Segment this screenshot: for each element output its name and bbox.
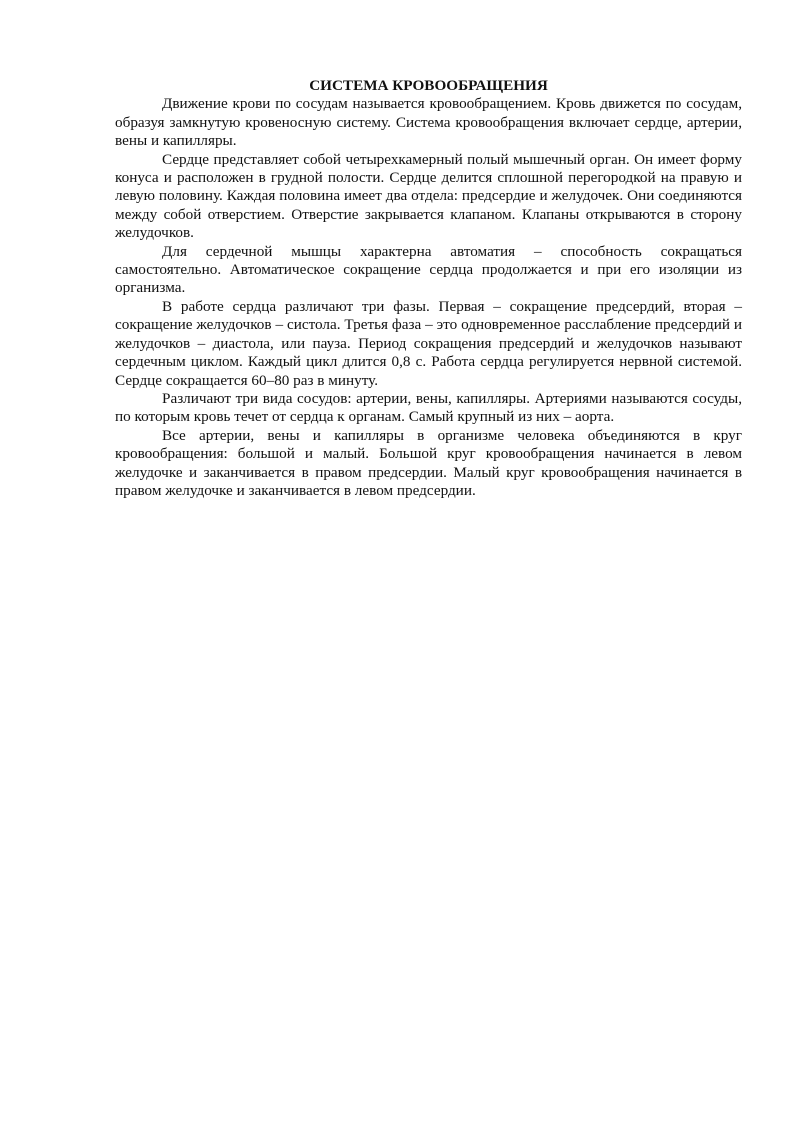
document-page [115, 77, 742, 500]
paragraph-2: Сердце представляет собой четырехкамерный полый мышечный орган. Он имеет форму конуса и расположен в грудной полости. Сердце делится сплошной перегородкой на правую и левую половину. Каждая половина имеет два отдела: предсердие и желудочек. Они соединяются между собой отверстием. Отверстие закрывается клапаном. Клапаны открываются в сторону желудочков. [115, 150, 742, 242]
paragraph-1: Движение крови по сосудам называется кровообращением. Кровь движется по сосудам, образуя замкнутую кровеносную систему. Система кровообращения включает сердце, артерии, вены и капилляры. [115, 95, 742, 150]
document-title: СИСТЕМА КРОВООБРАЩЕНИЯ [309, 77, 548, 94]
paragraph-6: Все артерии, вены и капилляры в организме человека объединяются в круг кровообращения: большой и малый. Большой круг кровообращения начинается в левом желудочке и заканчивается в правом предсердии. Малый круг кровообращения начинается в правом желудочке и заканчивается в левом предсердии. [115, 426, 742, 499]
paragraph-3: Для сердечной мышцы характерна автоматия – способность сокращаться самостоятельно. Автоматическое сокращение сердца продолжается и при его изоляции из организма. [115, 242, 742, 297]
paragraph-5: Различают три вида сосудов: артерии, вены, капилляры. Артериями называются сосуды, по которым кровь течет от сердца к органам. Самый крупный из них – аорта. [115, 389, 742, 426]
paragraph-4: В работе сердца различают три фазы. Первая – сокращение предсердий, вторая – сокращение желудочков – систола. Третья фаза – это одновременное расслабление предсердий и желудочков – диастола, или пауза. Период сокращения предсердий и желудочков называют сердечным циклом. Каждый цикл длится 0,8 с. Работа сердца регулируется нервной системой. Сердце сокращается 60–80 раз в минуту. [115, 297, 742, 389]
